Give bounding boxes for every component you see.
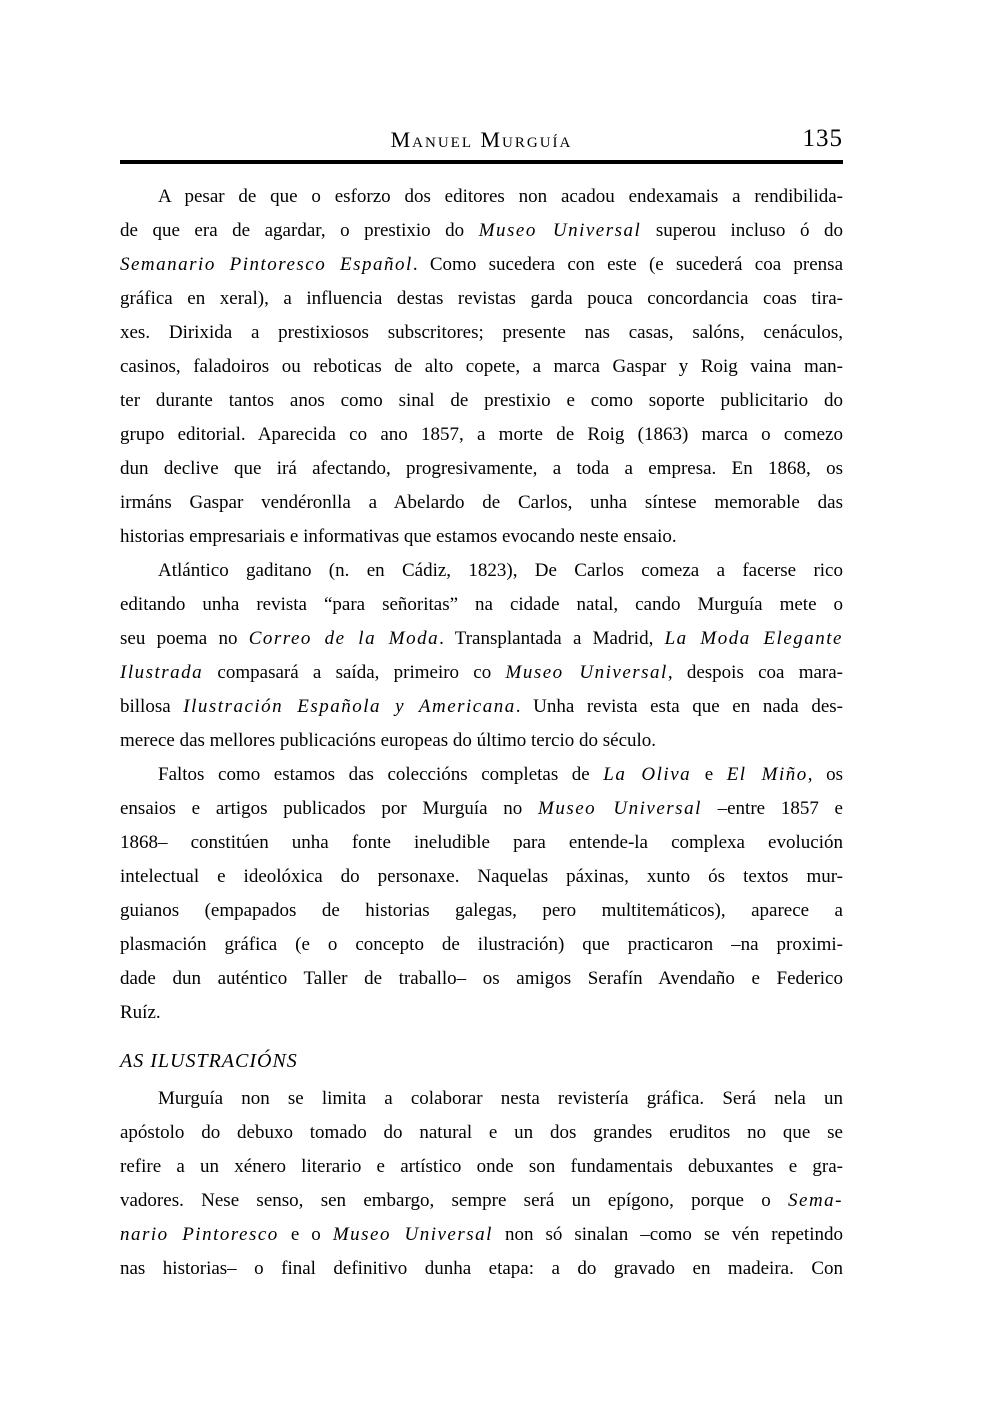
text-line	[120, 656, 843, 690]
body-text: seu poema no	[120, 628, 249, 649]
text-line	[120, 1150, 843, 1184]
body-text: ensaios e artigos publicados por Murguía no	[120, 798, 539, 819]
body-text: vadores. Nese senso, sen embargo, sempre será un epígono, porque o	[120, 1190, 789, 1211]
body-text: intelectual e ideolóxica do personaxe. Naquelas páxinas, xunto ós textos mur-	[120, 866, 843, 887]
body-text: historias empresariais e informativas que estamos evocando neste ensaio.	[120, 526, 677, 547]
text-line	[120, 316, 843, 350]
publication-title-italic: Museo Universal	[505, 662, 668, 683]
text-line	[120, 554, 843, 588]
body-text: editando unha revista “para señoritas” na cidade natal, cando Murguía mete o	[120, 594, 843, 615]
text-line	[120, 248, 843, 282]
publication-title-italic: Ilustrada	[120, 662, 204, 683]
text-line	[120, 452, 843, 486]
text-line	[120, 520, 843, 554]
text-line	[120, 486, 843, 520]
body-text: casinos, faladoiros ou reboticas de alto copete, a marca Gaspar y Roig vaina man-	[120, 356, 843, 377]
body-text: xes. Dirixida a prestixiosos subscritores; presente nas casas, salóns, cenáculos,	[120, 322, 843, 343]
body-text: Ruíz.	[120, 1002, 161, 1023]
text-line	[120, 996, 843, 1030]
body-text: refire a un xénero literario e artístico onde son fundamentais debuxantes e gra-	[120, 1156, 843, 1177]
publication-title-italic: La Moda Elegante	[664, 628, 843, 649]
body-text: e	[691, 764, 727, 785]
body-text: gráfica en xeral), a influencia destas revistas garda pouca concordancia coas tira-	[120, 288, 843, 309]
body-text: apóstolo do debuxo tomado do natural e un dos grandes eruditos no que se	[120, 1122, 843, 1143]
body-text: . Transplantada a Madrid,	[439, 628, 665, 649]
text-line	[120, 758, 843, 792]
body-text: merece das mellores publicacións europeas do último tercio do século.	[120, 730, 657, 751]
body-text: dun declive que irá afectando, progresivamente, a toda a empresa. En 1868, os	[120, 458, 843, 479]
publication-title-italic: Museo Universal	[478, 220, 642, 241]
paragraph	[120, 554, 843, 758]
page-number: 135	[802, 125, 843, 152]
text-line	[120, 962, 843, 996]
text-line	[120, 1218, 843, 1252]
text-line	[120, 1082, 843, 1116]
publication-title-italic: El Miño	[726, 764, 808, 785]
publication-title-italic: Museo Universal	[538, 798, 702, 819]
body-text: Atlántico gaditano (n. en Cádiz, 1823), De Carlos comeza a facerse rico	[158, 560, 843, 581]
section-heading: AS ILUSTRACIÓNS	[120, 1050, 298, 1072]
text-line	[120, 180, 843, 214]
text-line	[120, 1116, 843, 1150]
text-block	[120, 126, 843, 1286]
page-body	[120, 180, 843, 1286]
body-text: billosa	[120, 696, 184, 717]
body-text: guianos (empapados de historias galegas, pero multitemáticos), aparece a	[120, 900, 843, 921]
publication-title-italic: nario Pintoresco	[120, 1224, 279, 1245]
header-rule	[120, 160, 843, 164]
text-line	[120, 282, 843, 316]
body-text: Murguía non se limita a colaborar nesta revistería gráfica. Será nela un	[158, 1088, 843, 1109]
text-line	[120, 622, 843, 656]
publication-title-italic: Semanario Pintoresco Español	[120, 254, 413, 275]
body-text: A pesar de que o esforzo dos editores non acadou endexamais a rendibilida-	[158, 186, 843, 207]
text-line	[120, 1184, 843, 1218]
text-line	[120, 588, 843, 622]
page-header	[120, 126, 843, 158]
body-text: . Como sucedera con este (e sucederá coa prensa	[412, 254, 844, 275]
publication-title-italic: Correo de la Moda	[248, 628, 440, 649]
body-text: , despois coa mara-	[667, 662, 844, 683]
text-line	[120, 418, 843, 452]
body-text: Faltos como estamos das coleccións completas de	[158, 764, 604, 785]
body-text: de que era de agardar, o prestixio do	[120, 220, 479, 241]
body-text: grupo editorial. Aparecida co ano 1857, a morte de Roig (1863) marca o comezo	[120, 424, 843, 445]
body-text: dade dun auténtico Taller de traballo– os amigos Serafín Avendaño e Federico	[120, 968, 843, 989]
text-line	[120, 214, 843, 248]
text-line	[120, 690, 843, 724]
body-text: non só sinalan –como se vén repetindo	[492, 1224, 843, 1245]
text-line	[120, 1252, 843, 1286]
paragraph	[120, 1082, 843, 1286]
body-text: . Unha revista esta que en nada des-	[515, 696, 843, 717]
body-text: compasará a saída, primeiro co	[203, 662, 506, 683]
text-line	[120, 894, 843, 928]
body-text: plasmación gráfica (e o concepto de ilustración) que practicaron –na proximi-	[120, 934, 843, 955]
body-text: , os	[807, 764, 843, 785]
body-text: nas historias– o final definitivo dunha etapa: a do gravado en madeira. Con	[120, 1258, 843, 1279]
body-text: e o	[278, 1224, 333, 1245]
publication-title-italic: Sema-	[788, 1190, 843, 1211]
paragraph	[120, 758, 843, 1030]
text-line	[120, 826, 843, 860]
publication-title-italic: La Oliva	[603, 764, 692, 785]
body-text: –entre 1857 e	[701, 798, 843, 819]
text-line	[120, 384, 843, 418]
text-line	[120, 928, 843, 962]
paragraph	[120, 180, 843, 554]
body-text: ter durante tantos anos como sinal de prestixio e como soporte publicitario do	[120, 390, 843, 411]
text-line	[120, 860, 843, 894]
text-line	[120, 350, 843, 384]
body-text: 1868– constitúen unha fonte ineludible para entende-la complexa evolución	[120, 832, 843, 853]
body-text: irmáns Gaspar vendéronlla a Abelardo de Carlos, unha síntese memorable das	[120, 492, 843, 513]
publication-title-italic: Ilustración Española y Americana	[183, 696, 516, 717]
text-line	[120, 792, 843, 826]
body-text: superou incluso ó do	[641, 220, 843, 241]
running-header-title: Manuel Murguía	[390, 127, 573, 152]
publication-title-italic: Museo Universal	[332, 1224, 493, 1245]
text-line	[120, 724, 843, 758]
